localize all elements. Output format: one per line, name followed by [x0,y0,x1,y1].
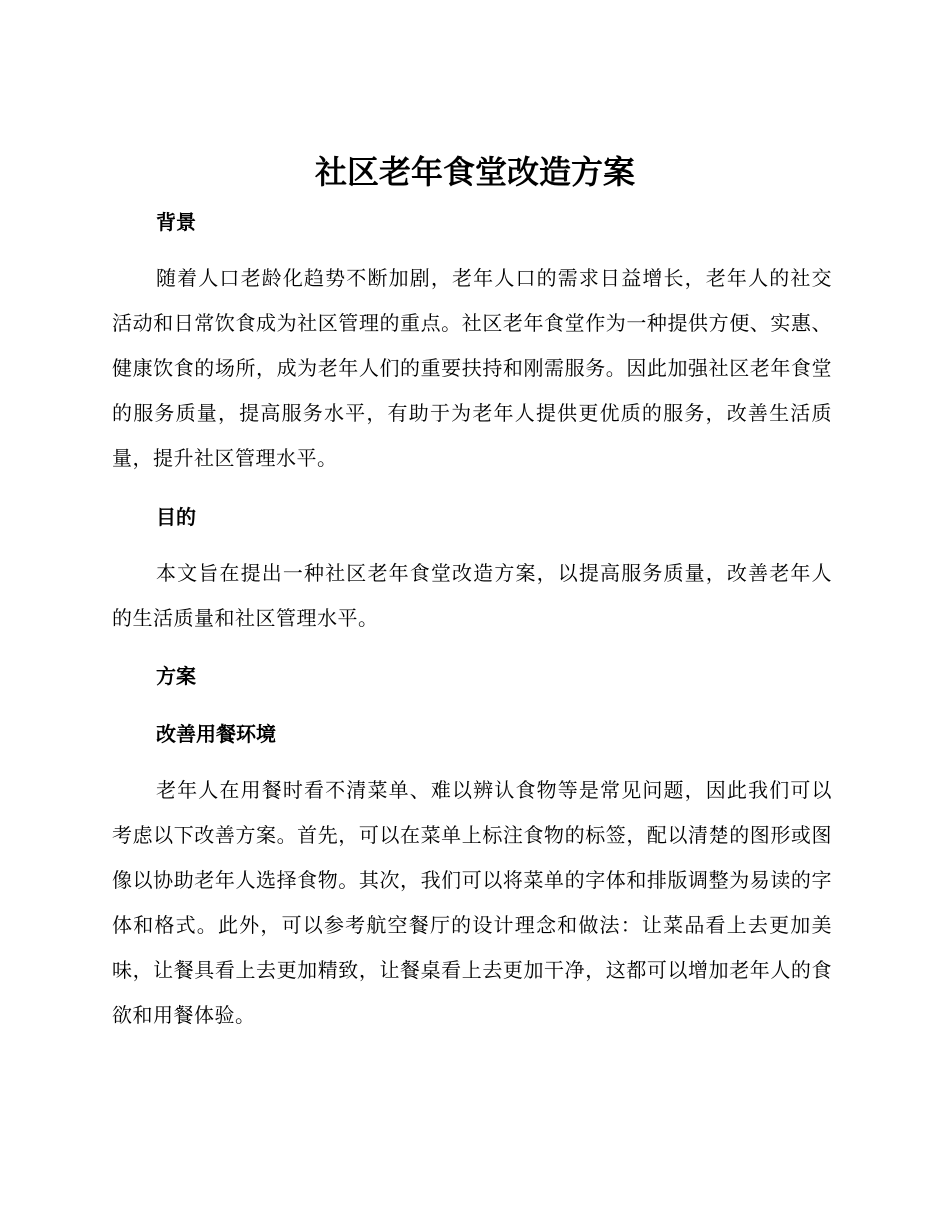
section-paragraph-dining-environment: 老年人在用餐时看不清菜单、难以辨认食物等是常见问题，因此我们可以考虑以下改善方案。首先，可以在菜单上标注食物的标签，配以清楚的图形或图像以协助老年人选择食物。其次，我们可以将菜单的字体和排版调整为易读的字体和格式。此外，可以参考航空餐厅的设计理念和做法：让菜品看上去更加美味，让餐具看上去更加精致，让餐桌看上去更加干净，这都可以增加老年人的食欲和用餐体验。 [112,778,832,1027]
section-heading-background: 背景 [156,210,196,234]
document-title: 社区老年食堂改造方案 [314,153,635,191]
section-heading-dining-environment: 改善用餐环境 [156,722,276,746]
section-heading-purpose: 目的 [156,505,196,529]
section-paragraph-background: 随着人口老龄化趋势不断加剧，老年人口的需求日益增长，老年人的社交活动和日常饮食成为社区管理的重点。社区老年食堂作为一种提供方便、实惠、健康饮食的场所，成为老年人们的重要扶持和刚需服务。因此加强社区老年食堂的服务质量，提高服务水平，有助于为老年人提供更优质的服务，改善生活质量，提升社区管理水平。 [112,266,832,470]
section-paragraph-purpose: 本文旨在提出一种社区老年食堂改造方案，以提高服务质量，改善老年人的生活质量和社区管理水平。 [112,561,832,630]
section-heading-plan: 方案 [156,664,196,688]
